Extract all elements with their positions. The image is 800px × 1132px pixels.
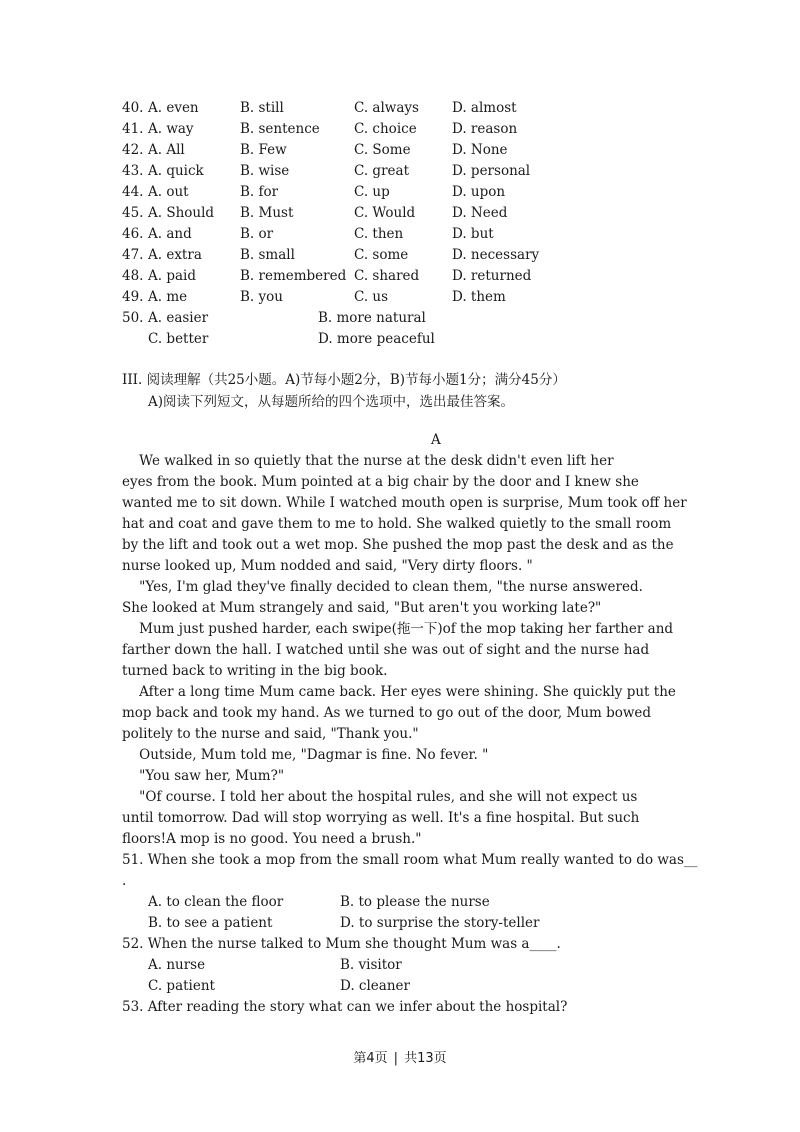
- cloze-item-option-b: B. Few: [240, 142, 287, 158]
- passage-line: by the lift and took out a wet mop. She pushed the mop past the desk and as the: [122, 537, 674, 553]
- question-51-stem-cont: .: [122, 873, 127, 889]
- cloze-item-option-c: C. some: [354, 247, 409, 263]
- cloze-item-option-d: D. personal: [452, 163, 531, 179]
- cloze-item-option-c: C. then: [354, 226, 404, 242]
- cloze-item-option-d: D. upon: [452, 184, 506, 200]
- cloze-item-number: 46.: [122, 226, 144, 242]
- cloze-item-option-a: A. out: [148, 184, 189, 200]
- cloze-item-option-d: D. returned: [452, 268, 532, 284]
- passage-line: Mum just pushed harder, each swipe(拖一下)of the mop taking her farther and: [122, 621, 674, 637]
- cloze-item-option-d: D. necessary: [452, 247, 540, 263]
- cloze-item-number: 45.: [122, 205, 144, 221]
- cloze-item-option-b: B. for: [240, 184, 279, 200]
- passage-line: floors!A mop is no good. You need a brush.": [122, 831, 422, 847]
- cloze-item-option-c: C. us: [354, 289, 389, 305]
- cloze-item-option-d: D. them: [452, 289, 506, 305]
- cloze-item-number: 48.: [122, 268, 144, 284]
- passage-line: wanted me to sit down. While I watched mouth open is surprise, Mum took off her: [122, 495, 687, 511]
- cloze-item-number: 44.: [122, 184, 144, 200]
- cloze-item-option-b: B. wise: [240, 163, 290, 179]
- passage-line: hat and coat and gave them to me to hold. She walked quietly to the small room: [122, 516, 672, 532]
- passage-line: Outside, Mum told me, "Dagmar is fine. No fever. ": [122, 747, 489, 763]
- cloze-item-option-b: B. or: [240, 226, 274, 242]
- passage-line: nurse looked up, Mum nodded and said, "Very dirty floors. ": [122, 558, 533, 574]
- passage-line: After a long time Mum came back. Her eyes were shining. She quickly put the: [122, 684, 676, 700]
- cloze-item-option-c: C. choice: [354, 121, 417, 137]
- passage-line: She looked at Mum strangely and said, "But aren't you working late?": [122, 600, 602, 616]
- cloze-item-option-a: A. Should: [148, 205, 215, 221]
- cloze-item-option-c: C. great: [354, 163, 409, 179]
- section-heading: III. 阅读理解（共25小题。A)节每小题2分，B)节每小题1分；满分45分）: [122, 372, 566, 388]
- cloze-item-option-d: D. None: [452, 142, 508, 158]
- item-50-number: 50.: [122, 310, 144, 326]
- cloze-item-option-b: B. sentence: [240, 121, 320, 137]
- cloze-item-option-c: C. Some: [354, 142, 411, 158]
- cloze-item-number: 43.: [122, 163, 144, 179]
- section-instruction: A)阅读下列短文，从每题所给的四个选项中，选出最佳答案。: [148, 394, 515, 410]
- cloze-item-option-a: A. extra: [148, 247, 202, 263]
- page-footer: [0, 1047, 800, 1066]
- cloze-item-option-c: C. shared: [354, 268, 420, 284]
- question-51-option-b: B. to please the nurse: [340, 894, 490, 910]
- cloze-item-option-a: A. paid: [148, 268, 196, 284]
- cloze-item-option-d: D. almost: [452, 100, 517, 116]
- cloze-item-number: 49.: [122, 289, 144, 305]
- passage-line: "Of course. I told her about the hospital rules, and she will not expect us: [122, 789, 638, 805]
- passage-line: politely to the nurse and said, "Thank you.": [122, 726, 419, 742]
- passage-line: "Yes, I'm glad they've finally decided to clean them, "the nurse answered.: [122, 579, 643, 595]
- cloze-item-option-c: C. up: [354, 184, 390, 200]
- question-52-option-b: B. visitor: [340, 957, 402, 973]
- cloze-item-option-a: A. quick: [148, 163, 204, 179]
- question-52-option-a: A. nurse: [148, 957, 206, 973]
- item-50-option-a: A. easier: [148, 310, 209, 326]
- cloze-item-option-b: B. remembered: [240, 268, 347, 284]
- question-51-option-c: B. to see a patient: [148, 915, 273, 931]
- question-52-option-d: D. cleaner: [340, 978, 410, 994]
- cloze-item-option-d: D. but: [452, 226, 494, 242]
- cloze-item-number: 42.: [122, 142, 144, 158]
- cloze-item-option-b: B. you: [240, 289, 283, 305]
- passage-line: turned back to writing in the big book.: [122, 663, 388, 679]
- cloze-item-option-b: B. small: [240, 247, 295, 263]
- question-51-stem: 51. When she took a mop from the small room what Mum really wanted to do was__: [122, 852, 698, 868]
- passage-line: farther down the hall. I watched until she was out of sight and the nurse had: [122, 642, 650, 658]
- cloze-item-option-a: A. All: [148, 142, 185, 158]
- cloze-item-number: 40.: [122, 100, 144, 116]
- passage-line: We walked in so quietly that the nurse at the desk didn't even lift her: [122, 453, 614, 469]
- page-total: 共13页: [404, 1051, 447, 1066]
- item-50-option-b: B. more natural: [318, 310, 426, 326]
- cloze-item-number: 47.: [122, 247, 144, 263]
- cloze-item-option-a: A. and: [148, 226, 192, 242]
- cloze-item-option-a: A. even: [148, 100, 199, 116]
- cloze-item-option-a: A. way: [148, 121, 194, 137]
- question-51-option-d: D. to surprise the story-teller: [340, 915, 540, 931]
- passage-line: mop back and took my hand. As we turned to go out of the door, Mum bowed: [122, 705, 652, 721]
- question-51-option-a: A. to clean the floor: [148, 894, 284, 910]
- footer-separator: |: [393, 1051, 399, 1066]
- passage-label: A: [431, 432, 441, 448]
- passage-line: eyes from the book. Mum pointed at a big chair by the door and I knew she: [122, 474, 639, 490]
- passage-line: until tomorrow. Dad will stop worrying as well. It's a fine hospital. But such: [122, 810, 640, 826]
- cloze-item-option-d: D. reason: [452, 121, 518, 137]
- cloze-item-option-d: D. Need: [452, 205, 508, 221]
- item-50-option-d: D. more peaceful: [318, 331, 435, 347]
- item-50-option-c: C. better: [148, 331, 209, 347]
- cloze-item-option-a: A. me: [148, 289, 188, 305]
- question-52-stem: 52. When the nurse talked to Mum she thought Mum was a____.: [122, 936, 561, 952]
- cloze-item-number: 41.: [122, 121, 144, 137]
- passage-line: "You saw her, Mum?": [122, 768, 285, 784]
- cloze-item-option-c: C. always: [354, 100, 419, 116]
- cloze-item-option-b: B. Must: [240, 205, 294, 221]
- question-52-option-c: C. patient: [148, 978, 215, 994]
- cloze-item-option-c: C. Would: [354, 205, 416, 221]
- page-number: 第4页: [353, 1051, 388, 1066]
- cloze-item-option-b: B. still: [240, 100, 284, 116]
- question-53-stem: 53. After reading the story what can we infer about the hospital?: [122, 999, 568, 1015]
